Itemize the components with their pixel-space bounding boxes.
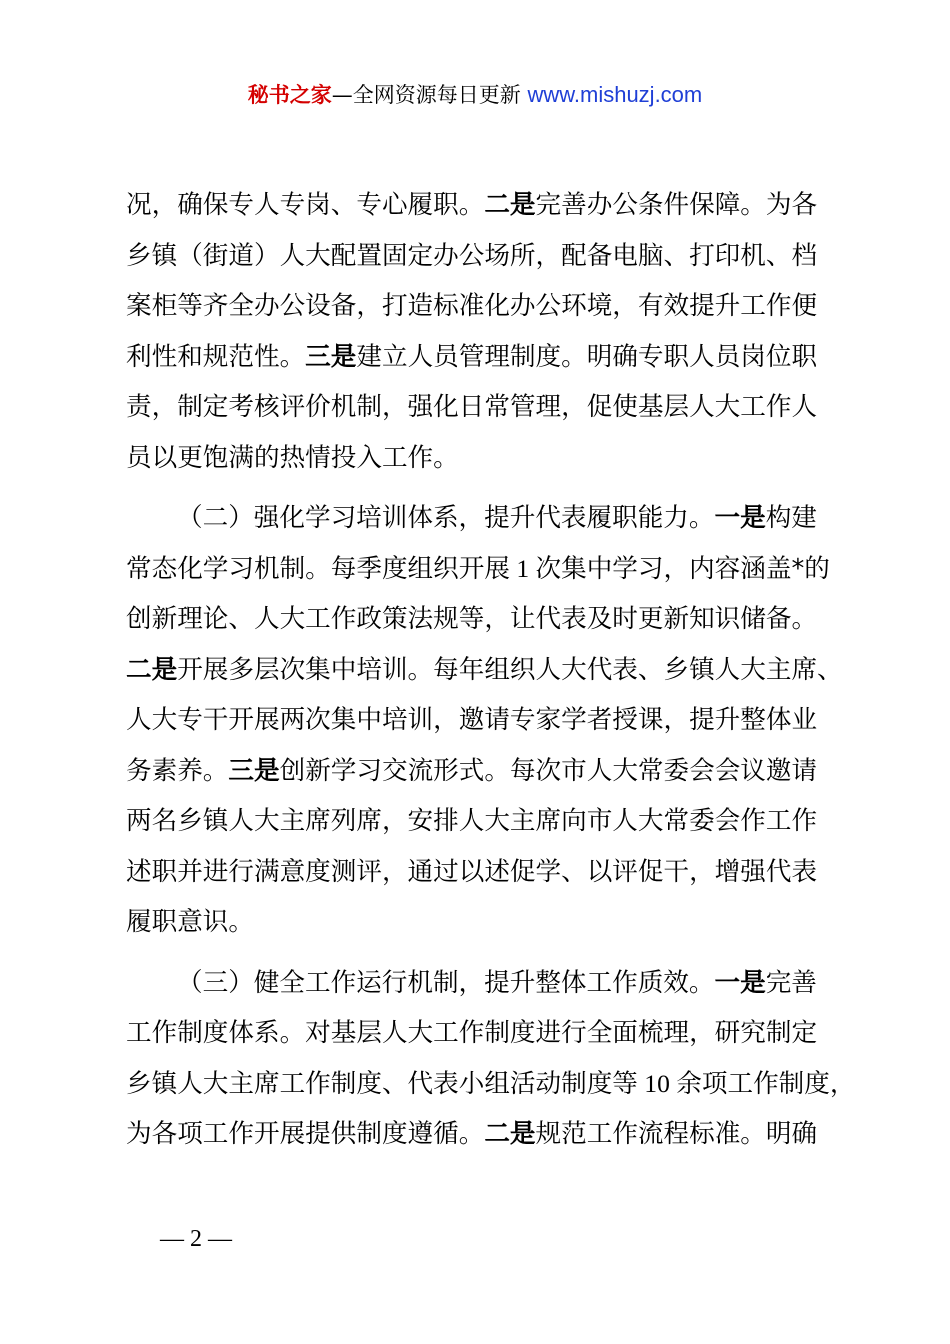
emphasis-second: 二是 [484,1119,536,1149]
section-heading-2: （二）强化学习培训体系，提升代表履职能力。 [177,503,715,533]
text-line: 履职意识。 [126,907,254,937]
emphasis-second: 二是 [484,190,536,220]
text-line: 人大专干开展两次集中培训，邀请专家学者授课，提升整体业 [126,705,818,735]
text-line: 述职并进行满意度测评，通过以述促学、以评促干，增强代表 [126,856,818,887]
emphasis-first: 一是 [714,503,766,533]
page-number: — 2 — [160,1226,232,1252]
text-line: 常态化学习机制。每季度组织开展 1 次集中学习，内容涵盖*的 [126,553,830,584]
text-line: 责，制定考核评价机制，强化日常管理，促使基层人大工作人 [126,392,818,422]
paragraph-2 [126,493,843,948]
document-body [126,180,856,1160]
emphasis-third: 三是 [305,341,357,372]
banner-tagline: —全网资源每日更新 [331,83,528,107]
emphasis-second: 二是 [126,654,178,685]
text-line: 利性和规范性。三是建立人员管理制度。明确专职人员岗位职 [126,341,818,372]
site-banner [0,80,950,110]
text-line: 乡镇人大主席工作制度、代表小组活动制度等 10 余项工作制度， [126,1068,856,1099]
site-url-link[interactable]: www.mishuzj.com [527,82,703,107]
text-line: 务素养。三是创新学习交流形式。每次市人大常委会会议邀请 [126,755,818,786]
text-line: 两名乡镇人大主席列席，安排人大主席向市人大常委会作工作 [126,806,818,836]
section-heading-line: （二）强化学习培训体系，提升代表履职能力。一是构建 [177,503,817,533]
paragraph-1 [126,180,836,483]
emphasis-third: 三是 [228,755,280,786]
text-line: 二是开展多层次集中培训。每年组织人大代表、乡镇人大主席、 [126,654,843,685]
text-line: 乡镇（街道）人大配置固定办公场所，配备电脑、打印机、档 [126,240,818,271]
section-heading-3: （三）健全工作运行机制，提升整体工作质效。 [177,967,715,998]
brand-name: 秘书之家 [247,83,332,107]
text-line: 员以更饱满的热情投入工作。 [126,442,459,473]
text-line: 创新理论、人大工作政策法规等，让代表及时更新知识储备。 [126,604,818,634]
text-line: 工作制度体系。对基层人大工作制度进行全面梳理，研究制定 [126,1018,818,1048]
paragraph-3 [126,958,856,1160]
text-line: 为各项工作开展提供制度遵循。二是规范工作流程标准。明确 [126,1119,818,1149]
text-line: 况，确保专人专岗、专心履职。二是完善办公条件保障。为各 [126,190,818,220]
emphasis-first: 一是 [714,967,766,998]
text-line: 案柜等齐全办公设备，打造标准化办公环境，有效提升工作便 [126,291,818,321]
section-heading-line: （三）健全工作运行机制，提升整体工作质效。一是完善 [177,967,817,998]
